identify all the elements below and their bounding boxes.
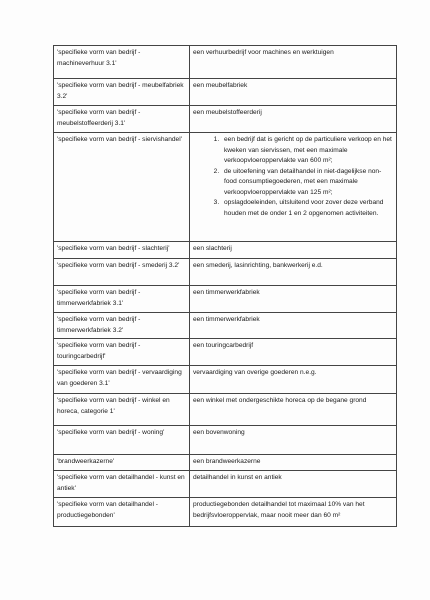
definition-cell: een timmerwerkfabriek bbox=[190, 286, 397, 313]
table-row bbox=[54, 313, 397, 339]
definition-cell: een touringcarbedrijf bbox=[190, 339, 397, 366]
definition-cell: een winkel met ondergeschikte horeca op de begane grond bbox=[190, 394, 397, 426]
definition-cell: een meubelstoffeerderij bbox=[190, 106, 397, 133]
term-cell: 'specifieke vorm van bedrijf - siervishandel' bbox=[54, 133, 190, 242]
term-cell: 'specifieke vorm van bedrijf - vervaardiging van goederen 3.1' bbox=[54, 366, 190, 394]
term-cell: 'specifieke vorm van bedrijf - winkel en horeca, categorie 1' bbox=[54, 394, 190, 426]
definition-cell: een meubelfabriek bbox=[190, 79, 397, 106]
table-row bbox=[54, 426, 397, 455]
list-item: 2. de uitoefening van detailhandel in niet-dagelijkse non-food consumptiegoederen, met een maximale verkoopvloeroppervlakte van 125 m²; bbox=[221, 167, 393, 199]
definition-cell: detailhandel in kunst en antiek bbox=[190, 471, 397, 498]
table-row bbox=[54, 259, 397, 286]
term-cell: 'specifieke vorm van bedrijf - machineverhuur 3.1' bbox=[54, 46, 190, 79]
term-cell: 'specifieke vorm van bedrijf - timmerwerkfabriek 3.1' bbox=[54, 286, 190, 313]
definition-cell: een bovenwoning bbox=[190, 426, 397, 455]
term-cell: 'specifieke vorm van detailhandel - productiegebonden' bbox=[54, 498, 190, 527]
list-item: 3. opslagdoeleinden, uitsluitend voor zover deze verband houden met de onder 1 en 2 opgenomen activiteiten. bbox=[221, 198, 393, 219]
term-cell: 'specifieke vorm van detailhandel - kunst en antiek' bbox=[54, 471, 190, 498]
table-row bbox=[54, 498, 397, 527]
table-row bbox=[54, 106, 397, 133]
definition-list bbox=[193, 135, 393, 219]
table-row bbox=[54, 242, 397, 259]
term-cell: 'brandweerkazerne' bbox=[54, 455, 190, 471]
definition-cell: een slachterij bbox=[190, 242, 397, 259]
term-cell: 'specifieke vorm van bedrijf - meubelfabriek 3.2' bbox=[54, 79, 190, 106]
definition-cell: productiegebonden detailhandel tot maximaal 10% van het bedrijfsvloeroppervlak, maar nooit meer dan 60 m² bbox=[190, 498, 397, 527]
term-cell: 'specifieke vorm van bedrijf - woning' bbox=[54, 426, 190, 455]
term-cell: 'specifieke vorm van bedrijf - smederij 3.2' bbox=[54, 259, 190, 286]
definition-cell: een timmerwerkfabriek bbox=[190, 313, 397, 339]
definition-cell bbox=[190, 133, 397, 242]
table-row bbox=[54, 366, 397, 394]
table-row bbox=[54, 46, 397, 79]
definition-cell: een verhuurbedrijf voor machines en werktuigen bbox=[190, 46, 397, 79]
definition-cell: een smederij, lasinrichting, bankwerkerij e.d. bbox=[190, 259, 397, 286]
list-item: 1. een bedrijf dat is gericht op de particuliere verkoop en het kweken van siervissen, met een maximale verkoopvloeroppervlakte van 600 m²; bbox=[221, 135, 393, 167]
definitions-table bbox=[53, 45, 397, 527]
table-row bbox=[54, 455, 397, 471]
table-row bbox=[54, 394, 397, 426]
table-row bbox=[54, 471, 397, 498]
term-cell: 'specifieke vorm van bedrijf - touringcarbedrijf' bbox=[54, 339, 190, 366]
term-cell: 'specifieke vorm van bedrijf - slachterij' bbox=[54, 242, 190, 259]
table-row bbox=[54, 339, 397, 366]
table-row bbox=[54, 79, 397, 106]
term-cell: 'specifieke vorm van bedrijf - meubelstoffeerderij 3.1' bbox=[54, 106, 190, 133]
term-cell: 'specifieke vorm van bedrijf - timmerwerkfabriek 3.2' bbox=[54, 313, 190, 339]
table-row bbox=[54, 286, 397, 313]
definition-cell: vervaardiging van overige goederen n.e.g. bbox=[190, 366, 397, 394]
table-row bbox=[54, 133, 397, 242]
definition-cell: een brandweerkazerne bbox=[190, 455, 397, 471]
